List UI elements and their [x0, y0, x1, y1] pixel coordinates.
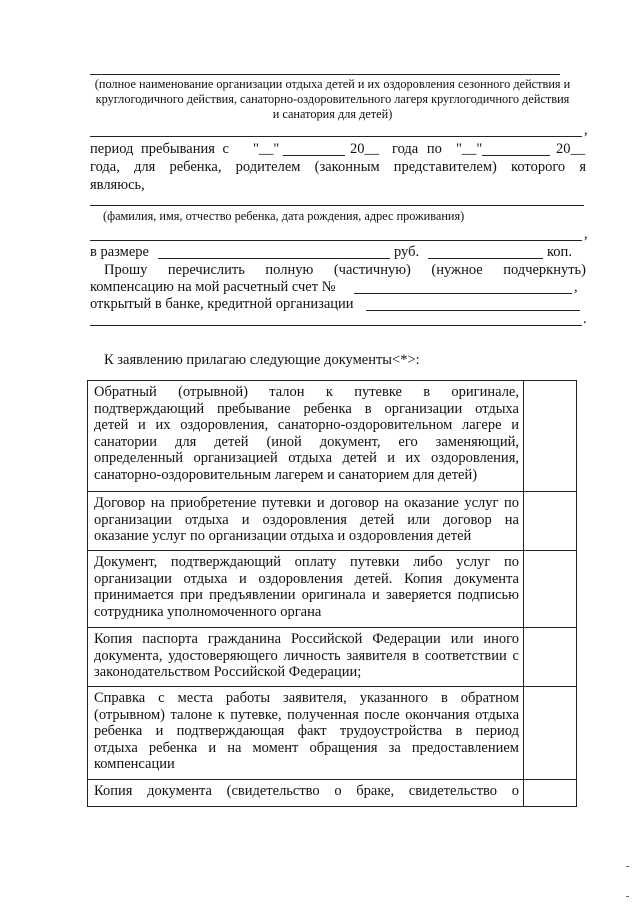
parent-statement-line-2: являюсь,	[90, 177, 145, 193]
document-checkbox-cell[interactable]	[524, 687, 577, 780]
comma-after-blank-2: ,	[584, 226, 588, 242]
document-5-line-3: ребенка и подтверждающая факт трудоустройства в период	[94, 723, 519, 740]
documents-table	[87, 380, 577, 807]
period-label: период пребывания с	[90, 141, 229, 157]
document-1-line-5: определенный организацией отдыха детей и их оздоровления,	[94, 450, 519, 467]
attachments-intro: К заявлению прилагаю следующие документы<*>:	[104, 352, 420, 368]
comma-after-account: ,	[574, 279, 578, 295]
document-row	[88, 780, 577, 807]
document-description	[88, 780, 524, 807]
document-row	[88, 492, 577, 551]
period-month-from-line	[283, 155, 345, 156]
organization-caption-line-2: круглогодичного действия, санаторно-оздоровительного лагеря круглогодичного действия	[95, 92, 570, 106]
period-to-label: года по	[392, 141, 442, 157]
amount-rubles-line	[158, 258, 390, 259]
amount-kop-label: коп.	[547, 244, 572, 260]
child-info-blank-line	[90, 240, 582, 241]
period-after-bank: .	[583, 311, 587, 327]
document-1-line-6: санаторно-оздоровительным лагерем и санаторием для детей)	[94, 466, 478, 483]
document-4-line-1: Копия паспорта гражданина Российской Федерации или иного	[94, 631, 519, 647]
child-info-caption: (фамилия, имя, отчество ребенка, дата рождения, адрес проживания)	[103, 209, 465, 223]
document-5-line-4: отдыха ребенка и на момент обращения за предоставлением	[94, 739, 519, 756]
document-row	[88, 551, 577, 628]
organization-name-line	[90, 74, 560, 75]
amount-label: в размере	[90, 244, 149, 260]
document-1-line-3: детей и их оздоровления, санаторно-оздоровительном лагере и	[94, 417, 519, 434]
comma-after-blank-1: ,	[584, 122, 588, 138]
organization-blank-line	[90, 136, 582, 137]
document-3-line-2: организации отдыха и оздоровления детей. Копия документа	[94, 570, 519, 587]
scan-mark	[626, 866, 629, 867]
request-line-3: открытый в банке, кредитной организации	[90, 296, 354, 312]
document-row	[88, 628, 577, 687]
document-checkbox-cell[interactable]	[524, 628, 577, 687]
document-3-line-3: принимается при предъявлении оригинала и заверяется подписью	[94, 587, 519, 604]
document-2-line-2: организации отдыха и оздоровления детей или договор на	[94, 511, 519, 528]
document-description	[88, 492, 524, 551]
document-row	[88, 381, 577, 492]
request-line-2: компенсацию на мой расчетный счет №	[90, 279, 336, 295]
document-checkbox-cell[interactable]	[524, 551, 577, 628]
account-number-line	[354, 293, 572, 294]
document-checkbox-cell[interactable]	[524, 381, 577, 492]
scan-mark	[626, 896, 629, 897]
document-4-line-3: законодательством Российской Федерации;	[94, 664, 362, 681]
bank-name-line-2	[90, 325, 582, 326]
document-6-line-1: Копия документа (свидетельство о браке, свидетельство о	[94, 783, 519, 799]
period-day-from: "__"	[253, 141, 280, 157]
period-day-to: "__"	[456, 141, 483, 157]
child-info-line	[90, 205, 584, 206]
document-description	[88, 628, 524, 687]
request-line-1: Прошу перечислить полную (частичную) (нужное подчеркнуть)	[104, 262, 586, 278]
amount-rub-label: руб.	[394, 244, 420, 260]
document-3-line-1: Документ, подтверждающий оплату путевки либо услуг по	[94, 554, 519, 570]
organization-caption-line-1: (полное наименование организации отдыха детей и их оздоровления сезонного действия и	[94, 77, 571, 91]
document-row	[88, 687, 577, 780]
document-5-line-1: Справка с места работы заявителя, указанного в обратном	[94, 690, 519, 706]
period-month-to-line	[482, 155, 550, 156]
document-5-line-5: компенсации	[94, 756, 175, 773]
bank-name-line	[366, 310, 580, 311]
amount-kopecks-line	[428, 258, 543, 259]
parent-statement-line-1: года, для ребенка, родителем (законным представителем) которого я	[90, 159, 586, 175]
document-3-line-4: сотрудника уполномоченного органа	[94, 603, 322, 620]
document-2-line-3: оказание услуг по организации отдыха и оздоровления детей	[94, 528, 472, 545]
document-description	[88, 551, 524, 628]
document-1-line-1: Обратный (отрывной) талон к путевке в оригинале,	[94, 384, 519, 400]
document-description	[88, 381, 524, 492]
document-1-line-2: подтверждающий пребывание ребенка в организации отдыха	[94, 400, 519, 417]
document-5-line-2: (отрывном) талоне к путевке, полученная после окончания отдыха	[94, 706, 519, 723]
document-checkbox-cell[interactable]	[524, 492, 577, 551]
document-checkbox-cell[interactable]	[524, 780, 577, 807]
document-2-line-1: Договор на приобретение путевки и договор на оказание услуг по	[94, 495, 519, 511]
organization-caption-line-3: и санатория для детей)	[272, 107, 393, 121]
period-year-from: 20__	[350, 141, 379, 157]
document-1-line-4: санатории для детей (иной документ, его заменяющий,	[94, 433, 519, 450]
document-description	[88, 687, 524, 780]
period-year-to: 20__	[556, 141, 585, 157]
document-4-line-2: документа, удостоверяющего личность заявителя в соответствии с	[94, 647, 519, 664]
